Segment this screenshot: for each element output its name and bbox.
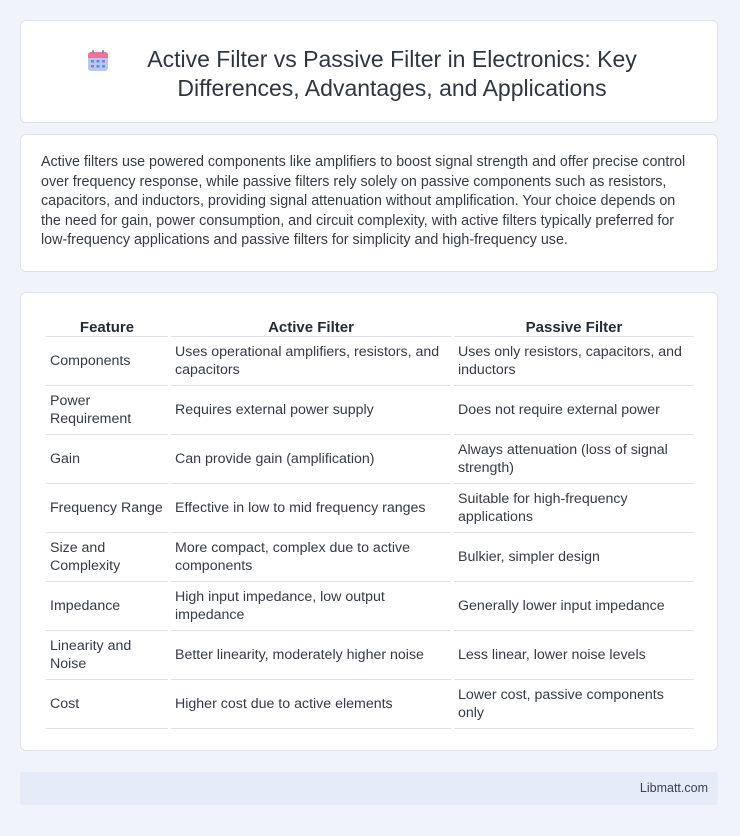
active-cell: Uses operational amplifiers, resistors, and capacitors (171, 337, 451, 386)
header-passive-filter: Passive Filter (454, 317, 694, 337)
calendar-icon (86, 49, 110, 73)
feature-cell: Gain (46, 435, 168, 484)
active-cell: Requires external power supply (171, 386, 451, 435)
header-active-filter: Active Filter (171, 317, 451, 337)
title-card (20, 20, 718, 123)
active-cell: Effective in low to mid frequency ranges (171, 484, 451, 533)
header-feature: Feature (46, 317, 168, 337)
table-row (46, 631, 694, 680)
table-header-row (46, 317, 694, 337)
footer-brand-link[interactable]: Libmatt.com (639, 781, 708, 795)
active-cell: Better linearity, moderately higher noise (171, 631, 451, 680)
comparison-table-card (20, 292, 718, 751)
table-row (46, 484, 694, 533)
table-row (46, 582, 694, 631)
table-row (46, 337, 694, 386)
passive-cell: Bulkier, simpler design (454, 533, 694, 582)
passive-cell: Generally lower input impedance (454, 582, 694, 631)
passive-cell: Uses only resistors, capacitors, and inductors (454, 337, 694, 386)
table-row (46, 533, 694, 582)
feature-cell: Size and Complexity (46, 533, 168, 582)
page-title: Active Filter vs Passive Filter in Electronics: Key Differences, Advantages, and Applications (147, 46, 637, 101)
table-row (46, 680, 694, 729)
active-cell: More compact, complex due to active components (171, 533, 451, 582)
active-cell: Can provide gain (amplification) (171, 435, 451, 484)
feature-cell: Power Requirement (46, 386, 168, 435)
footer-bar (20, 772, 718, 805)
title-row (21, 45, 717, 103)
feature-cell: Frequency Range (46, 484, 168, 533)
active-cell: Higher cost due to active elements (171, 680, 451, 729)
table-row (46, 435, 694, 484)
feature-cell: Cost (46, 680, 168, 729)
passive-cell: Always attenuation (loss of signal strength) (454, 435, 694, 484)
passive-cell: Less linear, lower noise levels (454, 631, 694, 680)
passive-cell: Does not require external power (454, 386, 694, 435)
summary-text: Active filters use powered components like amplifiers to boost signal strength and offer precise control over frequency response, while passive filters rely solely on passive components such as resistors, capacitors, and inductors, providing signal attenuation without amplification. Your choice depends on the need for gain, power consumption, and circuit complexity, with active filters typically preferred for low-frequency applications and passive filters for simplicity and high-frequency use. (41, 154, 686, 249)
table-row (46, 386, 694, 435)
feature-cell: Linearity and Noise (46, 631, 168, 680)
feature-cell: Impedance (46, 582, 168, 631)
passive-cell: Lower cost, passive components only (454, 680, 694, 729)
passive-cell: Suitable for high-frequency applications (454, 484, 694, 533)
summary-card (20, 134, 718, 272)
feature-cell: Components (46, 337, 168, 386)
comparison-table (43, 317, 697, 729)
active-cell: High input impedance, low output impedance (171, 582, 451, 631)
